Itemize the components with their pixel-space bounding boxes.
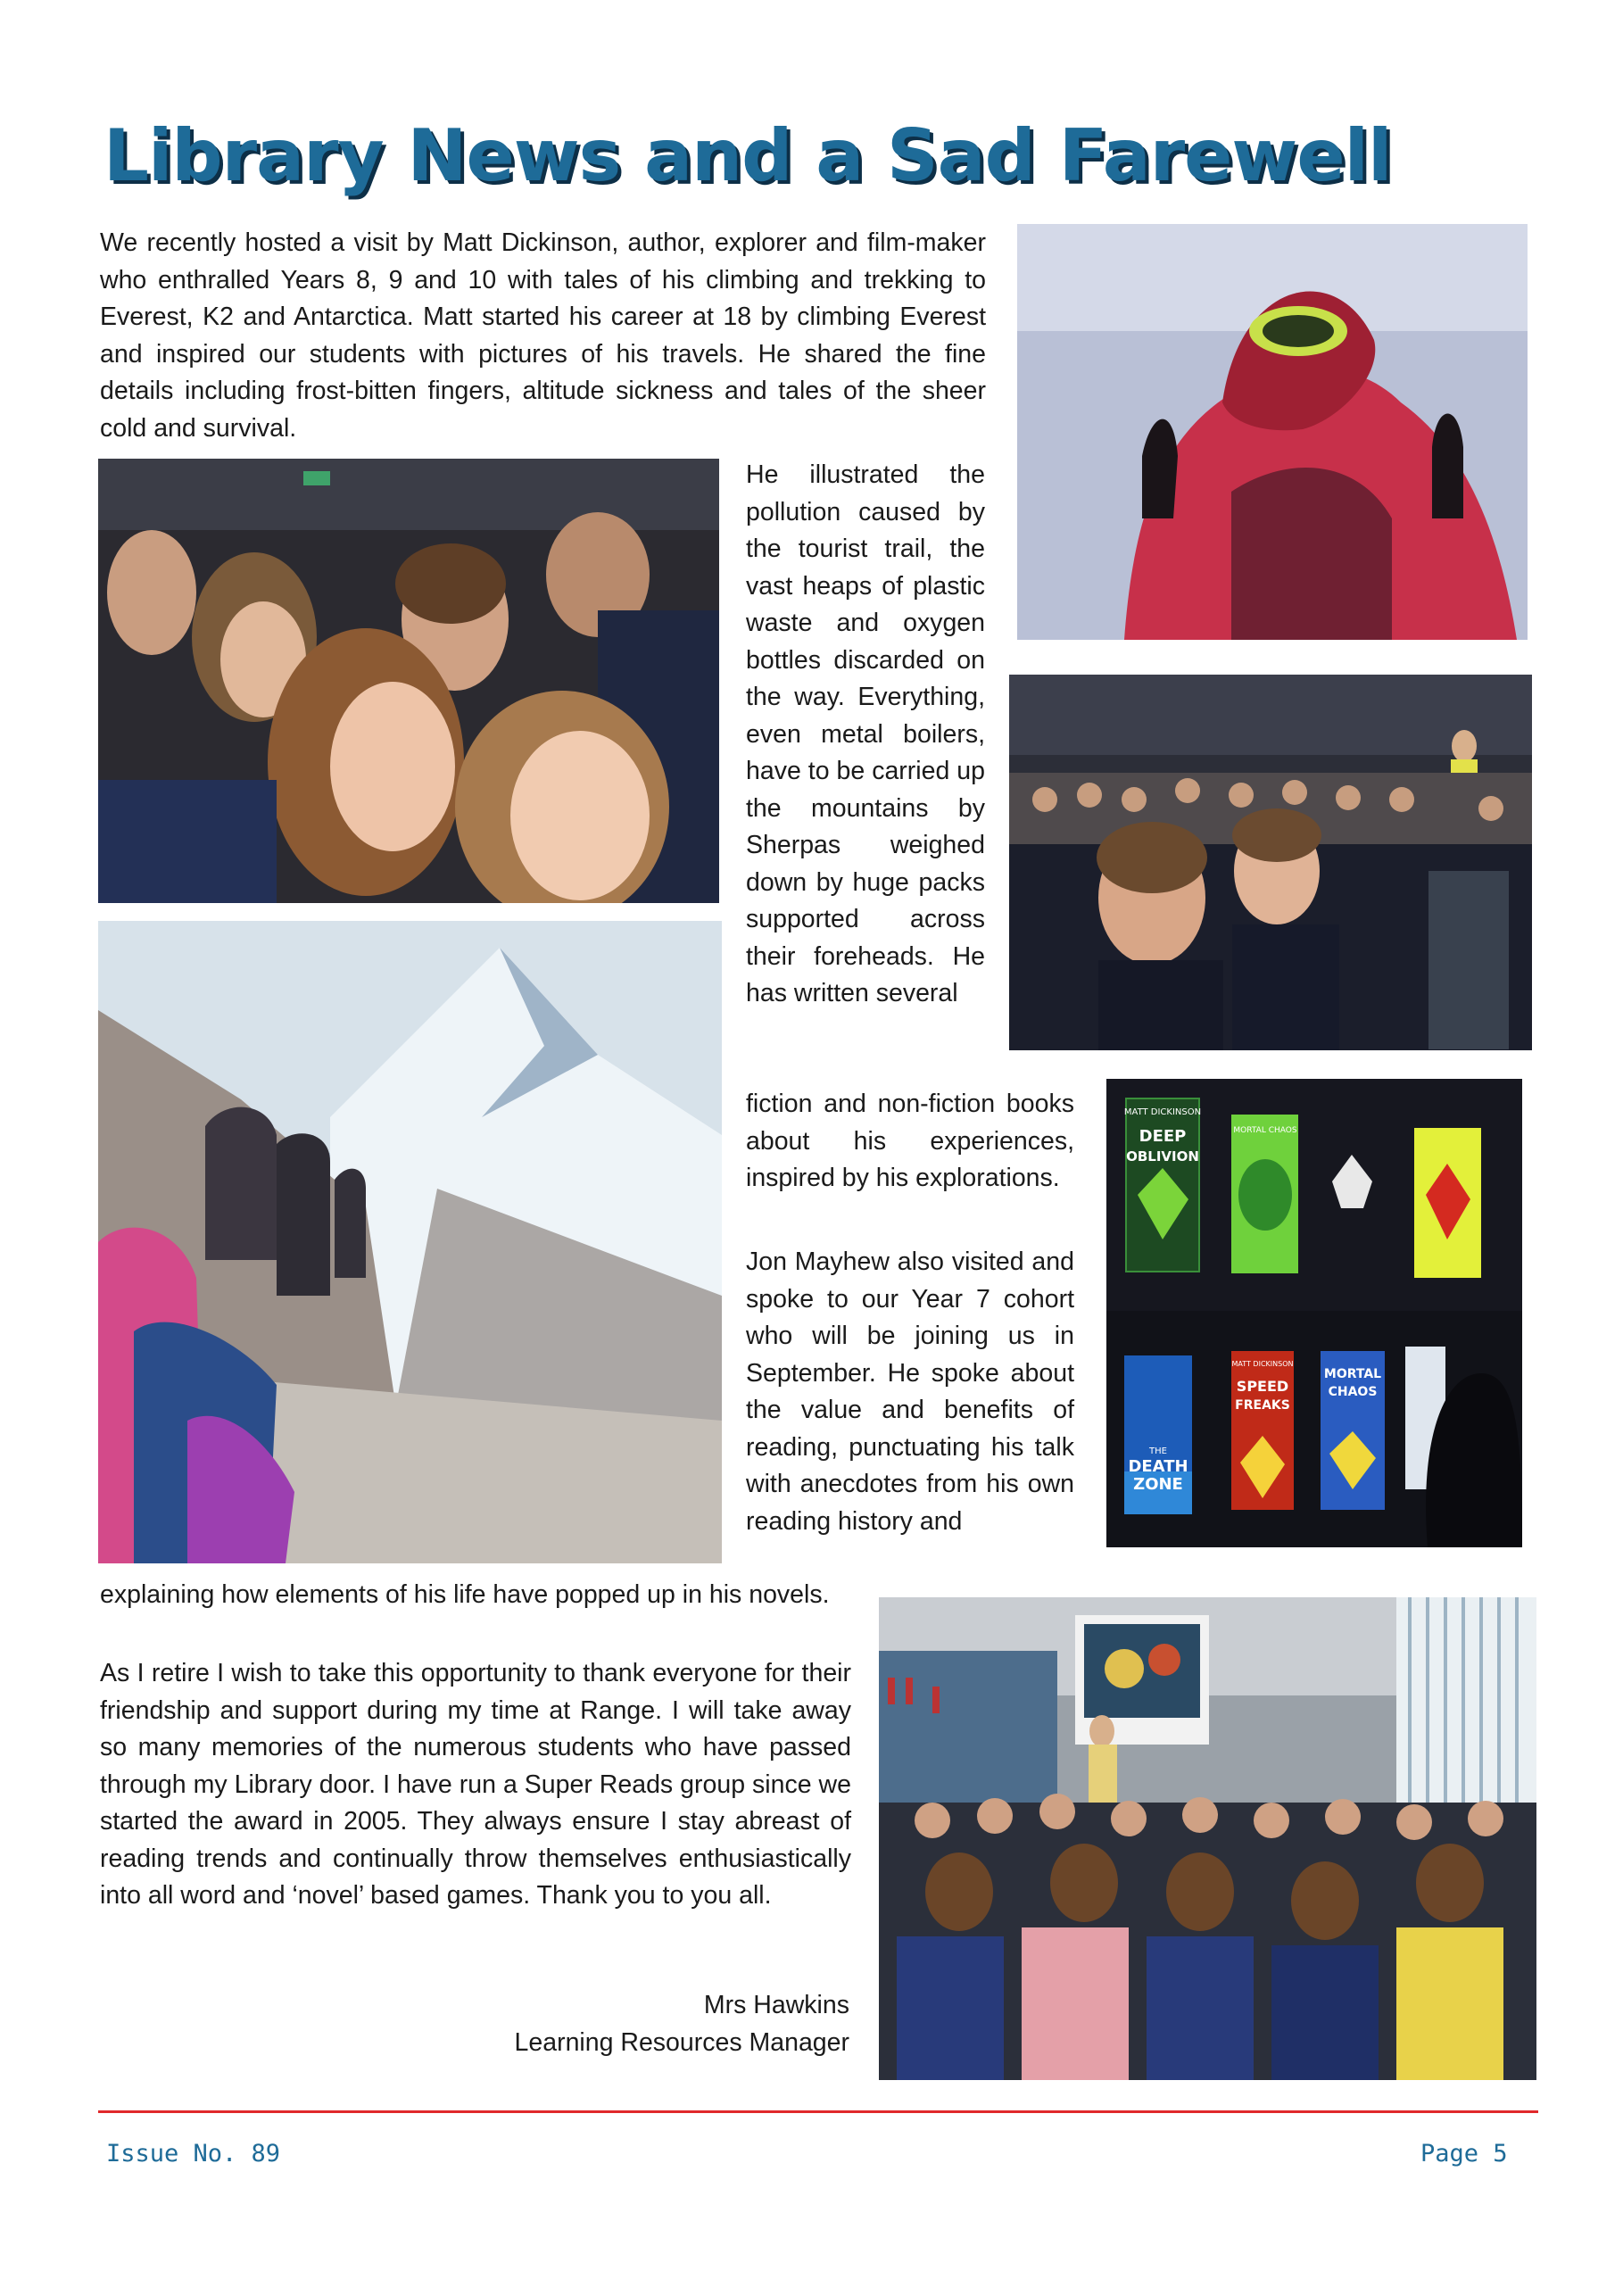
cover-6-line2: FREAKS xyxy=(1235,1398,1290,1413)
cover-6-line1: SPEED xyxy=(1236,1378,1289,1395)
everest-trek-photo xyxy=(98,921,722,1563)
library-talk-photo xyxy=(879,1597,1536,2080)
cover-1-title-line2: OBLIVION xyxy=(1126,1148,1199,1165)
page-title: Library News and a Sad Farewell xyxy=(104,114,1392,197)
cover-5-line1: THE xyxy=(1149,1446,1167,1456)
summit-climber-photo xyxy=(1017,224,1528,640)
page-number: Page 5 xyxy=(1420,2140,1508,2168)
books-paragraph: fiction and non-fiction books about his experiences, inspired by his explorations. xyxy=(746,1090,1074,1192)
cover-5-line2: DEATH xyxy=(1128,1457,1188,1476)
book-covers-slide-photo xyxy=(1106,1079,1522,1547)
cover-7-line1: MORTAL xyxy=(1323,1367,1382,1381)
signature-name: Mrs Hawkins xyxy=(703,1991,849,2019)
cover-2-title: MORTAL CHAOS xyxy=(1233,1126,1297,1135)
intro-paragraph: We recently hosted a visit by Matt Dickinson, author, explorer and film-maker who enthralled Years 8, 9 and 10 with tales of his climbing and trekking to Everest, K2 and Antarctica. Matt started his career at 18 by climbing Everest and inspired our students with pictures of his travels. He shared the fine details including frost-bitten fingers, altitude sickness and tales of the sheer cold and survival. xyxy=(100,228,986,443)
issue-number: Issue No. 89 xyxy=(106,2140,281,2168)
pollution-paragraph: He illustrated the pollution caused by the tourist trail, the vast heaps of plastic waste and oxygen bottles discarded on the way. Everything, even metal boilers, have to be carried up the mountains by Sherpas weighed down by huge packs supported across their foreheads. He has written several xyxy=(746,460,985,1007)
footer-rule xyxy=(98,2110,1538,2113)
hall-assembly-photo xyxy=(1009,675,1532,1050)
cover-1-author: MATT DICKINSON xyxy=(1123,1107,1202,1117)
mayhew-paragraph: Jon Mayhew also visited and spoke to our Year 7 cohort who will be joining us in September. He spoke about the value and benefits of reading, punctuating his talk with anecdotes from his own reading history and xyxy=(746,1247,1074,1536)
mayhew-paragraph-end: explaining how elements of his life have popped up in his novels. xyxy=(100,1580,830,1609)
signature-block xyxy=(515,1986,849,2061)
cover-1-title-line1: DEEP xyxy=(1139,1127,1187,1146)
cover-6-author: MATT DICKINSON xyxy=(1231,1360,1294,1368)
farewell-paragraph: As I retire I wish to take this opportunity to thank everyone for their friendship and support during my time at Range. I will take away so many memories of the numerous students who have passed through my Library door. I have run a Super Reads group since we started the award in 2005. They always ensure I stay abreast of reading trends and continually throw themselves enthusiastically into all word and ‘novel’ based games. Thank you to you all. xyxy=(100,1659,851,1910)
audience-students-photo xyxy=(98,459,719,903)
cover-5-line3: ZONE xyxy=(1133,1475,1183,1494)
signature-role: Learning Resources Manager xyxy=(514,2028,849,2057)
cover-7-line2: CHAOS xyxy=(1328,1385,1378,1399)
